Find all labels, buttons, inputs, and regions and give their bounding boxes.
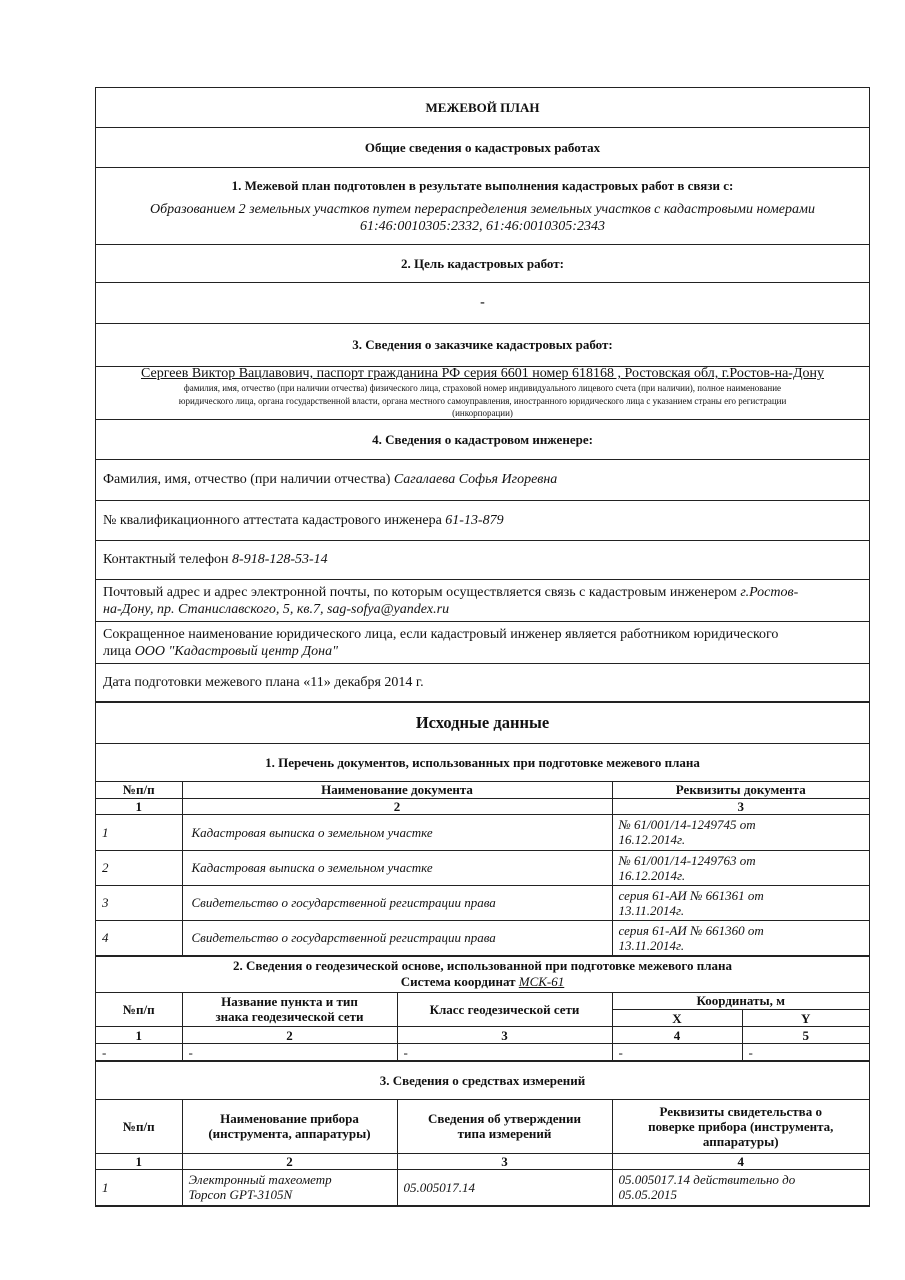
certificate-label: № квалификационного аттестата кадастрового инженера <box>103 512 442 528</box>
certificate-row <box>96 501 869 541</box>
section-1-reason <box>96 168 869 245</box>
table-row: 3 Свидетельство о государственной регистрации права серия 61-АИ № 661361 от 13.11.2014г. <box>96 885 869 920</box>
col-header-coords: Координаты, м <box>612 993 869 1010</box>
certificate-value: 61-13-879 <box>445 512 504 528</box>
coord-system-value: МСК-61 <box>518 974 565 989</box>
table-row: 1 Электронный тахеометр Topcon GPT-3105N 05.005017.14 05.005017.14 действительно до 05.05.2015 <box>96 1169 869 1205</box>
customer-hint-line-2: юридического лица, органа государственной власти, органа местного самоуправления, иностранного юридического лица с указанием страны его регистрации <box>178 395 787 406</box>
customer-hint-line-3: (инкорпорации) <box>452 408 513 419</box>
col-header-class: Класс геодезической сети <box>397 993 612 1027</box>
phone-label: Контактный телефон <box>103 552 229 567</box>
prep-date: Дата подготовки межевого плана «11» декабря 2014 г. <box>103 674 424 690</box>
address-label: Почтовый адрес и адрес электронной почты, по которым осуществляется связь с кадастровым инженером <box>103 584 737 600</box>
section-3-heading: 3. Сведения о заказчике кадастровых работ: <box>96 324 869 367</box>
section-2-heading: 2. Цель кадастровых работ: <box>96 245 869 283</box>
address-value-cont: на-Дону, пр. Станиславского, 5, кв.7, sag-sofya@yandex.ru <box>103 601 450 617</box>
prep-date-row <box>96 664 869 702</box>
instruments-table: №п/п Наименование прибора (инструмента, аппаратуры) Сведения об утверждении типа измерений Реквизиты свидетельства о поверке прибора (инструмента, аппаратуры) 1 2 3 4 1 Электронный тахеометр Topcon GPT-3105N 05.005017.14 05.005017.14 действительно до 05.05.2015 <box>96 1100 869 1206</box>
section-3-customer <box>96 367 869 420</box>
organization-row: Сокращенное наименование юридического лица, если кадастровый инженер является работником юридического лица ООО "Кадастровый центр Дона" <box>96 622 869 664</box>
customer-hint-line-1: фамилия, имя, отчество (при наличии отчества) физического лица, страховой номер индивидуального лицевого счета (при наличии), полное наименование <box>183 383 782 394</box>
works-reason-text: Образованием 2 земельных участков путем перераспределения земельных участков с кадастровыми номерами <box>150 202 815 217</box>
engineer-name-value: Сагалаева Софья Игоревна <box>393 472 558 487</box>
table-row: 2 Кадастровая выписка о земельном участке № 61/001/14-1249763 от 16.12.2014г. <box>96 850 869 885</box>
col-header-doc-name: Наименование документа <box>182 782 612 798</box>
boundary-plan-document <box>95 87 870 1207</box>
initial-data-heading: Исходные данные <box>96 702 869 744</box>
col-header-num: №п/п <box>96 1100 182 1153</box>
engineer-name-label: Фамилия, имя, отчество (при наличии отчества) <box>103 472 391 487</box>
table-row: - - - - - <box>96 1044 869 1061</box>
organization-label: Сокращенное наименование юридического лица, если кадастровый инженер является работником юридического <box>103 626 779 642</box>
col-header-requisites: Реквизиты документа <box>612 782 869 798</box>
documents-table: №п/п Наименование документа Реквизиты документа 1 2 3 1 Кадастровая выписка о земельном участке № 61/001/14-1249745 от 16.12.2014г. 2 Кадастровая выписка о земельном участке № 61/001/14-1249763 от 16.12.2014г. 3 Свидетельство о государственной регистрации права серия 61-АИ № 661361 от 13.11.2014г. 4 Свидетельство о государственной регистрации права серия 61-АИ № 661360 от 13.11.2014г. <box>96 782 869 956</box>
instruments-heading: 3. Сведения о средствах измерений <box>96 1062 869 1100</box>
instruments-table-block <box>96 1100 869 1206</box>
geodesic-table: №п/п Название пункта и тип знака геодезической сети Класс геодезической сети Координаты, м X Y 1 2 3 4 5 - - - - - <box>96 993 869 1062</box>
phone-row <box>96 541 869 580</box>
table-row: 4 Свидетельство о государственной регистрации права серия 61-АИ № 661360 от 13.11.2014г. <box>96 920 869 955</box>
phone-value: 8-918-128-53-14 <box>232 552 328 567</box>
documents-table-block <box>96 782 869 957</box>
section-2-value: - <box>96 283 869 324</box>
address-row <box>96 580 869 622</box>
geodesic-heading: 2. Сведения о геодезической основе, использованной при подготовке межевого плана Система координат МСК-61 <box>96 957 869 993</box>
engineer-name-row <box>96 460 869 501</box>
customer-value: Сергеев Виктор Вацлавович, паспорт гражданина РФ серия 6601 номер 618168 , Ростовская обл, г.Ростов-на-Дону <box>141 366 824 382</box>
col-header-num: №п/п <box>96 993 182 1027</box>
general-info-heading: Общие сведения о кадастровых работах <box>96 128 869 168</box>
table-row: 1 Кадастровая выписка о земельном участке № 61/001/14-1249745 от 16.12.2014г. <box>96 814 869 850</box>
address-value: г.Ростов- <box>740 584 799 600</box>
col-header-y: Y <box>742 1010 869 1027</box>
document-title: МЕЖЕВОЙ ПЛАН <box>96 88 869 128</box>
documents-heading: 1. Перечень документов, использованных при подготовке межевого плана <box>96 744 869 782</box>
section-1-heading: 1. Межевой план подготовлен в результате выполнения кадастровых работ в связи с: <box>231 178 734 193</box>
organization-value: ООО "Кадастровый центр Дона" <box>134 643 339 659</box>
cadastral-numbers: 61:46:0010305:2332, 61:46:0010305:2343 <box>360 219 605 234</box>
col-header-num: №п/п <box>96 782 182 798</box>
coord-system-label: Система координат <box>400 974 516 989</box>
col-header-x: X <box>612 1010 742 1027</box>
section-4-heading: 4. Сведения о кадастровом инженере: <box>96 420 869 460</box>
geodesic-table-block <box>96 993 869 1063</box>
